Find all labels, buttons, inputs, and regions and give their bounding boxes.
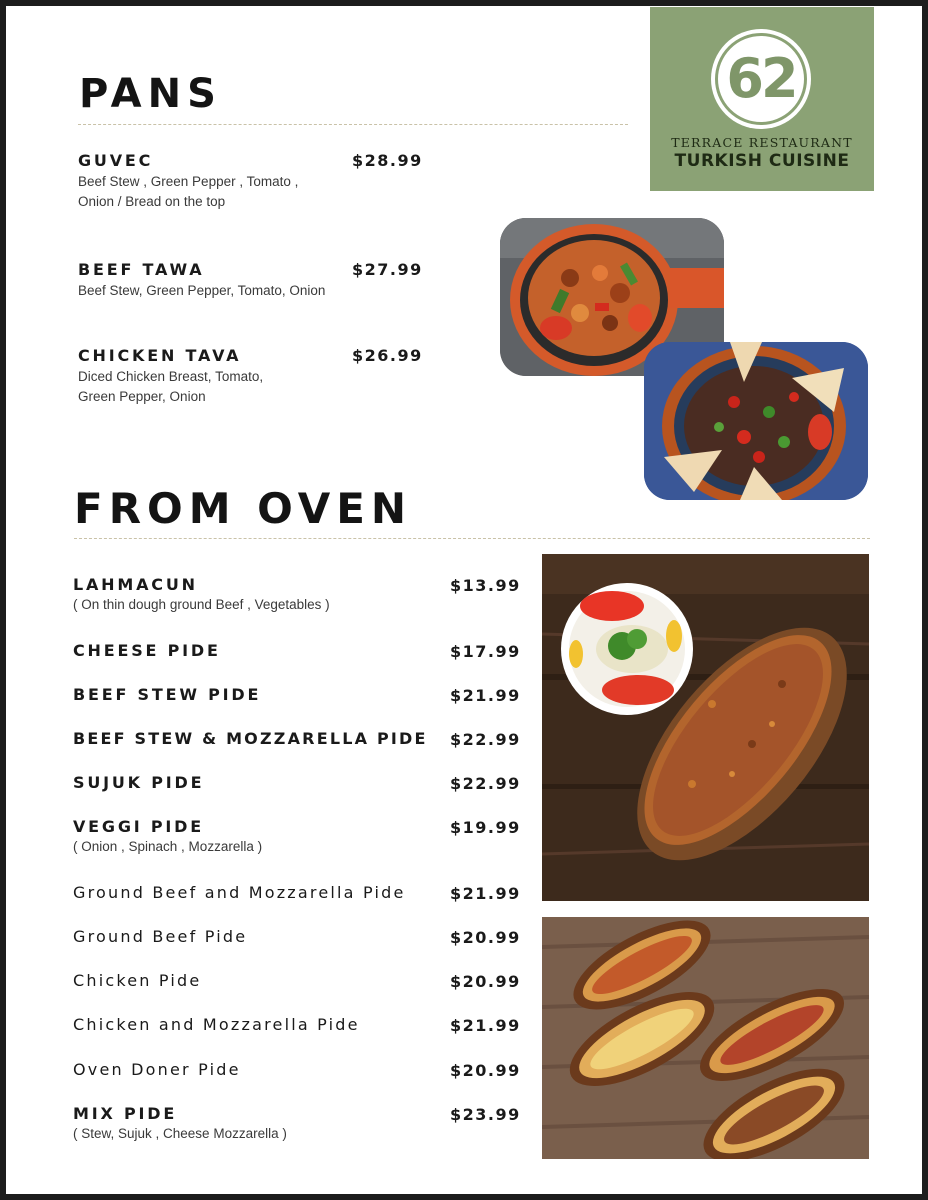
item-description: Green Pepper, Onion [78,389,206,404]
item-price: $22.99 [450,730,521,749]
logo-number: 62 [726,47,796,110]
item-description: ( Onion , Spinach , Mozzarella ) [73,839,263,854]
menu-item-chicken-tava [78,346,263,407]
menu-item-ground-beef-pide: Ground Beef Pide [73,927,248,946]
menu-item-beef-stew-mozzarella-pide: BEEF STEW & MOZZARELLA PIDE [73,729,428,748]
item-price: $27.99 [352,260,423,279]
item-description: ( On thin dough ground Beef , Vegetables ) [73,597,330,612]
pide-image [542,917,869,1159]
menu-item-sujuk-pide: SUJUK PIDE [73,773,205,792]
item-price: $20.99 [450,1061,521,1080]
menu-item-beef-stew-pide: BEEF STEW PIDE [73,685,262,704]
item-price: $17.99 [450,642,521,661]
menu-item-ground-beef-mozzarella-pide: Ground Beef and Mozzarella Pide [73,883,406,902]
item-price: $21.99 [450,1016,521,1035]
item-price: $13.99 [450,576,521,595]
menu-item-oven-doner-pide: Oven Doner Pide [73,1060,241,1079]
oven-divider [74,538,870,539]
logo-line1: TERRACE RESTAURANT [671,135,853,150]
item-description: Onion / Bread on the top [78,194,226,209]
pide-photo [542,917,869,1159]
item-price: $28.99 [352,151,423,170]
item-price: $19.99 [450,818,521,837]
item-price: $21.99 [450,884,521,903]
item-price: $23.99 [450,1105,521,1124]
item-price: $21.99 [450,686,521,705]
menu-item-chicken-mozzarella-pide: Chicken and Mozzarella Pide [73,1015,360,1034]
pans-heading: PANS [79,71,222,117]
item-price: $20.99 [450,972,521,991]
menu-item-beef-tawa [78,260,325,301]
item-name: MIX PIDE [73,1104,178,1123]
item-name: GUVEC [78,151,154,170]
item-name: VEGGI PIDE [73,817,204,836]
menu-page [6,6,922,1194]
item-name: LAHMACUN [73,575,198,594]
from-oven-heading: FROM OVEN [74,484,413,533]
tava-pan-image [644,342,868,500]
chicken-tava-photo [644,342,868,500]
menu-item-cheese-pide: CHEESE PIDE [73,641,221,660]
lahmacun-photo [542,554,869,901]
item-description: Beef Stew, Green Pepper, Tomato, Onion [78,283,326,298]
logo-badge [711,29,811,129]
item-price: $26.99 [352,346,423,365]
menu-item-veggi-pide [73,817,262,857]
restaurant-logo [650,7,874,191]
menu-item-guvec [78,151,298,212]
item-price: $22.99 [450,774,521,793]
lahmacun-image [542,554,869,901]
item-name: BEEF TAWA [78,260,205,279]
logo-line2: TURKISH CUISINE [674,151,850,171]
pans-divider [78,124,628,125]
menu-item-chicken-pide: Chicken Pide [73,971,202,990]
item-price: $20.99 [450,928,521,947]
menu-item-mix-pide [73,1104,287,1144]
menu-item-lahmacun [73,575,330,615]
item-name: CHICKEN TAVA [78,346,242,365]
item-description: Beef Stew , Green Pepper , Tomato , [78,174,299,189]
item-description: ( Stew, Sujuk , Cheese Mozzarella ) [73,1126,287,1141]
item-description: Diced Chicken Breast, Tomato, [78,369,264,384]
